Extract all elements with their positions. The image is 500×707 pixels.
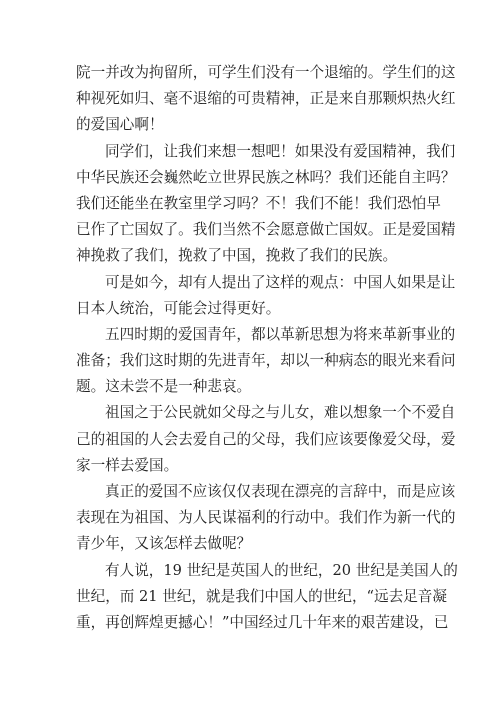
text-line: 己的祖国的人会去爱自己的父母，我们应该要像爱父母，爱 [76,430,456,448]
text-line: 祖国之于公民就如父母之与儿女，难以想象一个不爱自 [105,404,456,422]
text-line: 五四时期的爱国青年，都以革新思想为将来革新事业的 [105,325,456,343]
text-line: 题。这未尝不是一种悲哀。 [76,378,252,396]
text-line: 的爱国心啊！ [76,116,164,134]
text-line: 我们还能坐在教室里学习吗？不！我们不能！我们恐怕早 [76,194,441,212]
text-line: 准备；我们这时期的先进青年，却以一种病态的眼光来看问 [76,352,456,370]
paragraph-6 [76,479,456,558]
text-line: 同学们，让我们来想一想吧！如果没有爱国精神，我们 [105,142,456,160]
paragraph-2 [76,139,456,270]
paragraph-4 [76,322,456,401]
text-line: 神挽救了我们，挽救了中国，挽救了我们的民族。 [76,247,398,265]
paragraph-5 [76,400,456,479]
text-line: 院一并改为拘留所，可学生们没有一个退缩的。学生们的这 [76,64,456,81]
text-line: 青少年，又该怎样去做呢？ [76,535,252,553]
paragraph-1 [76,60,456,139]
text-line: 有人说，19 世纪是英国人的世纪，20 世纪是美国人的 [105,561,458,579]
text-line: 中华民族还会巍然屹立世界民族之林吗？我们还能自主吗？ [76,168,456,186]
text-line: 种视死如归、毫不退缩的可贵精神，正是来自那颗炽热火红 [76,90,456,108]
text-line: 家一样去爱国。 [76,456,179,474]
text-line: 已作了亡国奴了。我们当然不会愿意做亡国奴。正是爱国精 [76,221,456,239]
text-line: 表现在为祖国、为人民谋福利的行动中。我们作为新一代的 [76,509,456,527]
text-line: 世纪，而 21 世纪，就是我们中国人的世纪，“远去足音凝 [76,587,447,605]
paragraph-7 [76,558,458,637]
text-line: 日本人统治，可能会过得更好。 [76,299,281,317]
document-page [76,60,458,636]
text-line: 真正的爱国不应该仅仅表现在漂亮的言辞中，而是应该 [105,483,456,500]
text-line: 可是如今，却有人提出了这样的观点：中国人如果是让 [105,273,456,291]
text-line: 重，再创辉煌更撼心！”中国经过几十年来的艰苦建设，已 [76,613,449,631]
paragraph-3 [76,270,456,322]
